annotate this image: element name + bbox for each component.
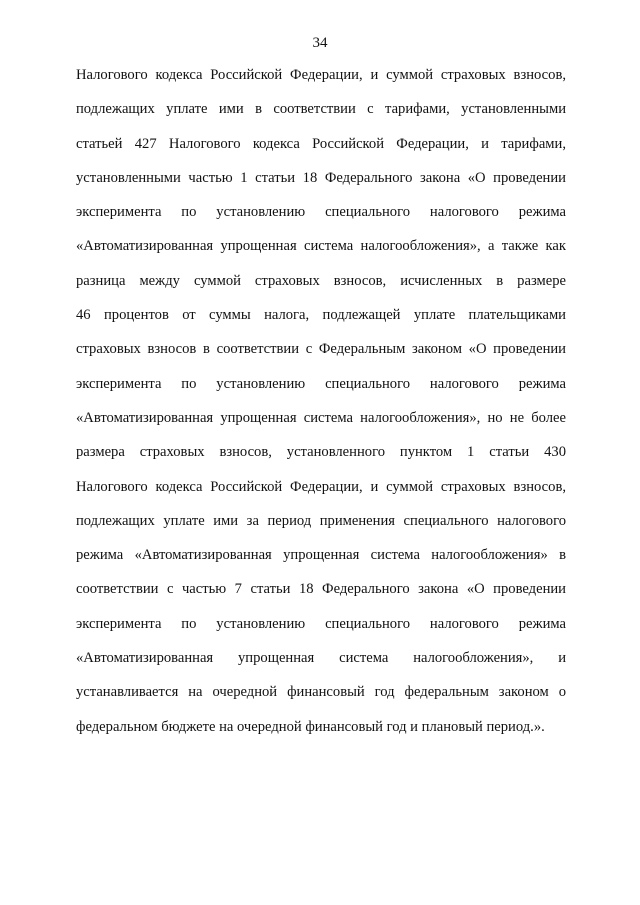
text-line: соответствии с частью 7 статьи 18 Федерального закона «О проведении [76,581,566,598]
text-line: установленными частью 1 статьи 18 Федерального закона «О проведении [76,169,566,186]
text-line: эксперимента по установлению специального налогового режима [76,615,566,632]
text-line: Налогового кодекса Российской Федерации, и суммой страховых взносов, [76,478,566,495]
text-line: «Автоматизированная упрощенная система налогообложения», а также как [76,238,566,255]
document-body [76,66,566,752]
text-line: разница между суммой страховых взносов, исчисленных в размере [76,272,566,289]
page-number: 34 [312,35,328,51]
text-line: подлежащих уплате ими в соответствии с тарифами, установленными [76,101,566,118]
text-line: федеральном бюджете на очередной финансовый год и плановый период.». [76,718,545,735]
text-line: устанавливается на очередной финансовый год федеральным законом о [76,684,566,701]
text-line: размера страховых взносов, установленного пунктом 1 статьи 430 [76,444,566,461]
text-line: «Автоматизированная упрощенная система налогообложения», но не более [76,409,566,426]
text-line: страховых взносов в соответствии с Федеральным законом «О проведении [76,341,566,358]
text-line: 46 процентов от суммы налога, подлежащей уплате плательщиками [76,307,566,324]
text-line: эксперимента по установлению специального налогового режима [76,375,566,392]
text-line: эксперимента по установлению специального налогового режима [76,204,566,221]
text-line: Налогового кодекса Российской Федерации, и суммой страховых взносов, [76,67,566,83]
text-line: подлежащих уплате ими за период применения специального налогового [76,512,566,529]
text-line: «Автоматизированная упрощенная система налогообложения», и [76,650,566,667]
text-line: режима «Автоматизированная упрощенная система налогообложения» в [76,547,566,564]
text-line: статьей 427 Налогового кодекса Российской Федерации, и тарифами, [76,135,566,152]
